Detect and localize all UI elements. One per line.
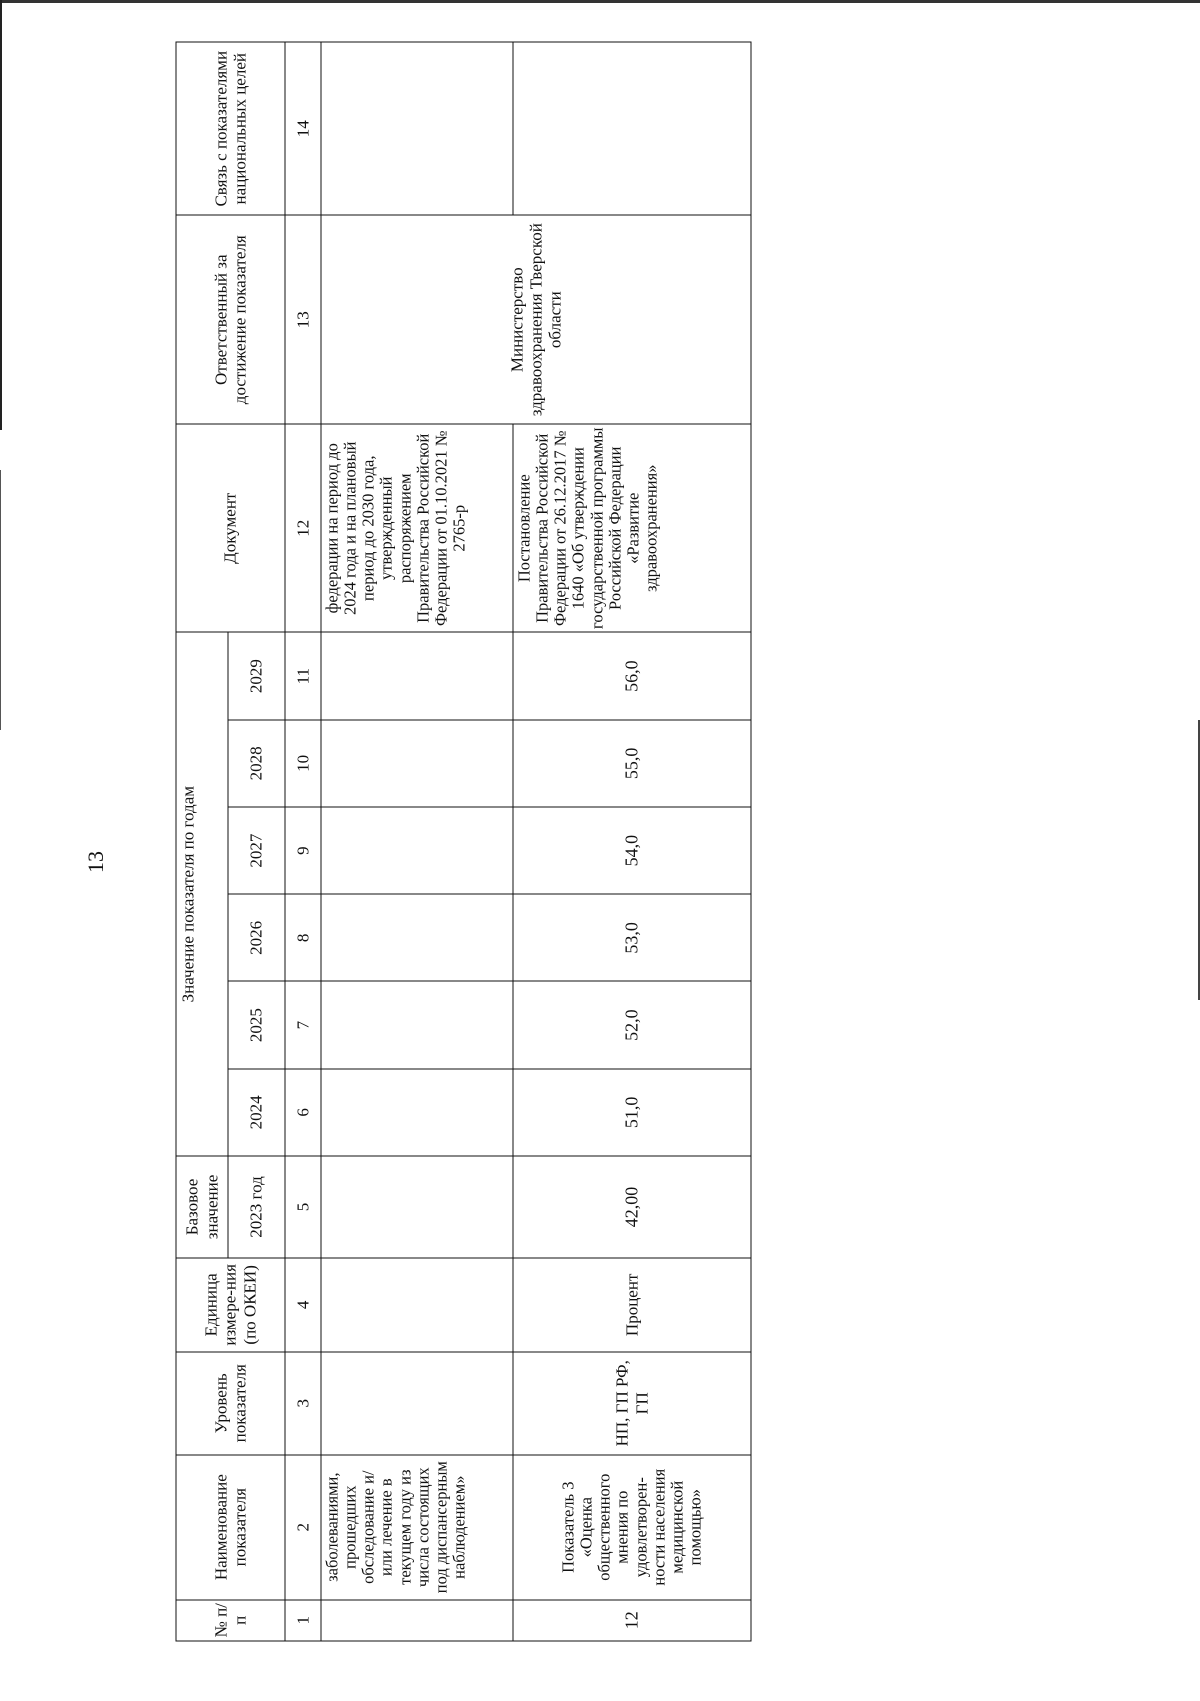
header-base-year: 2023 год	[228, 1156, 285, 1258]
cell-value-2027	[321, 807, 513, 894]
column-number: 14	[285, 42, 321, 215]
cell-value-2027: 54,0	[513, 807, 751, 894]
column-number: 3	[285, 1352, 321, 1455]
cell-value-2029: 56,0	[513, 633, 751, 720]
header-unit: Единица измере-ния (по ОКЕИ)	[176, 1258, 285, 1352]
column-number: 10	[285, 720, 321, 807]
scan-left-edge-lower	[0, 470, 1, 730]
header-base: Базовое значение	[176, 1156, 228, 1258]
cell-responsible: Министерство здравоохранения Тверской области	[321, 215, 751, 424]
column-number: 5	[285, 1156, 321, 1258]
cell-name: Показатель 3 «Оценка общественного мнения по удовлетворен-ности населения медицинской помощью»	[513, 1455, 751, 1600]
cell-unit: Процент	[513, 1258, 751, 1352]
column-number: 11	[285, 633, 321, 720]
header-year-2024: 2024	[228, 1069, 285, 1156]
header-row-1	[176, 42, 228, 1641]
column-number: 1	[285, 1600, 321, 1641]
header-year-2027: 2027	[228, 807, 285, 894]
indicator-table	[176, 42, 752, 1642]
cell-value-2026: 53,0	[513, 894, 751, 981]
column-number: 9	[285, 807, 321, 894]
header-name: Наименование показателя	[176, 1455, 285, 1600]
cell-value-2028	[321, 720, 513, 807]
scan-left-edge	[0, 0, 2, 430]
header-values-by-year: Значение показателя по годам	[176, 633, 228, 1156]
header-year-2028: 2028	[228, 720, 285, 807]
cell-value-2028: 55,0	[513, 720, 751, 807]
cell-name: заболеваниями, прошедших обследование и/или лечение в текущем году из числа состоящих под диспансерным наблюдением»	[321, 1455, 513, 1600]
header-year-2025: 2025	[228, 981, 285, 1068]
column-number: 13	[285, 215, 321, 424]
cell-num	[321, 1600, 513, 1641]
cell-document: федерации на период до 2024 года и на плановый период до 2030 года, утвержденный распоряжением Правительства Российской Федерации от 01.10.2021 № 2765-р	[321, 424, 513, 633]
cell-num: 12	[513, 1600, 751, 1641]
column-number: 8	[285, 894, 321, 981]
cell-base	[321, 1156, 513, 1258]
header-num: № п/п	[176, 1600, 285, 1641]
cell-base: 42,00	[513, 1156, 751, 1258]
cell-document: Постановление Правительства Российской Федерации от 26.12.2017 № 1640 «Об утверждении государственной программы Российской Федерации «Развитие здравоохранения»	[513, 424, 751, 633]
cell-value-2026	[321, 894, 513, 981]
column-number: 6	[285, 1069, 321, 1156]
scan-top-edge	[0, 0, 1200, 3]
header-level: Уровень показателя	[176, 1352, 285, 1455]
column-number: 4	[285, 1258, 321, 1352]
cell-value-2024	[321, 1069, 513, 1156]
column-number-row	[285, 42, 321, 1641]
cell-value-2024: 51,0	[513, 1069, 751, 1156]
cell-level: НП, ГП РФ, ГП	[513, 1352, 751, 1455]
cell-link	[321, 42, 513, 215]
header-year-2029: 2029	[228, 633, 285, 720]
table-row-continued	[321, 42, 513, 1641]
cell-value-2025: 52,0	[513, 981, 751, 1068]
column-number: 2	[285, 1455, 321, 1600]
cell-value-2029	[321, 633, 513, 720]
header-year-2026: 2026	[228, 894, 285, 981]
cell-link	[513, 42, 751, 215]
column-number: 7	[285, 981, 321, 1068]
indicator-table-rotated	[176, 42, 751, 1642]
header-document: Документ	[176, 424, 285, 633]
cell-value-2025	[321, 981, 513, 1068]
header-responsible: Ответственный за достижение показателя	[176, 215, 285, 424]
column-number: 12	[285, 424, 321, 633]
cell-level	[321, 1352, 513, 1455]
page-number: 13	[83, 851, 108, 873]
header-link: Связь с показателями национальных целей	[176, 42, 285, 215]
cell-unit	[321, 1258, 513, 1352]
